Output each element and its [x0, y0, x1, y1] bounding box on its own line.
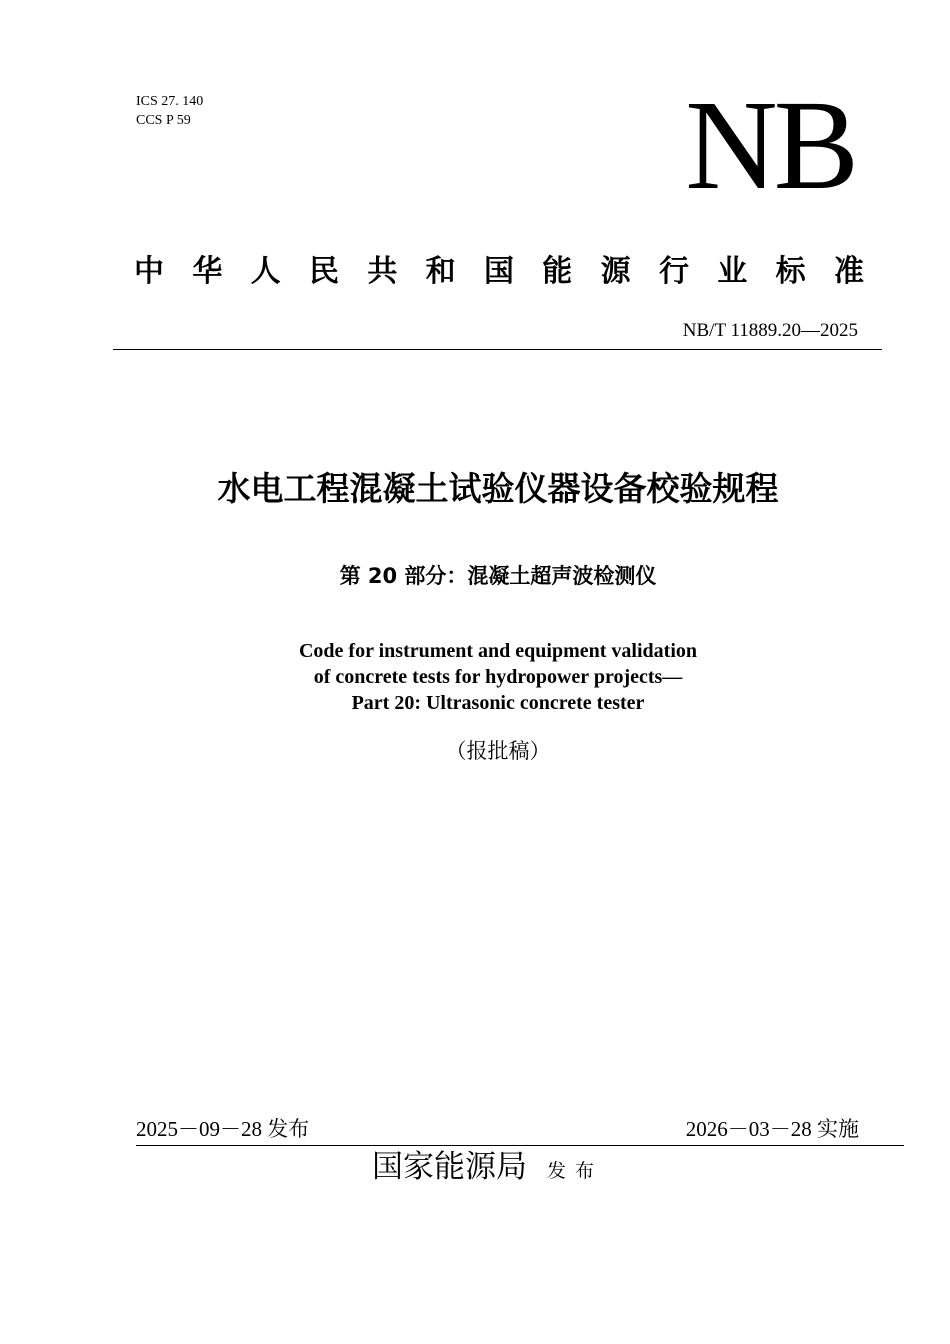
standard-type-char: 共: [367, 254, 398, 289]
part-title-chinese: 第 20 部分：混凝土超声波检测仪: [339, 564, 657, 588]
standard-type-char: 标: [775, 254, 806, 289]
standard-type-char: 准: [833, 254, 864, 289]
classification-codes: [136, 92, 203, 130]
english-title-line: Code for instrument and equipment validation: [298, 640, 697, 662]
document-title-chinese: 水电工程混凝土试验仪器设备校验规程: [217, 469, 779, 508]
implementation-date: 2026－03－28: [685, 1117, 812, 1141]
standard-type-char: 能: [542, 254, 573, 289]
publish-label: 发布: [547, 1160, 604, 1182]
nb-logo: NB: [685, 74, 855, 216]
implementation-date-block: [686, 1114, 859, 1144]
header-divider: [113, 349, 882, 350]
publisher-block: [372, 1144, 603, 1194]
document-title-english: [0, 638, 950, 716]
standard-type-char: 和: [425, 254, 456, 289]
standard-type-char: 华: [192, 254, 223, 289]
draft-status: （报批稿）: [445, 739, 551, 763]
english-title-line: of concrete tests for hydropower projects—: [313, 666, 683, 688]
standard-type-char: 人: [250, 254, 281, 289]
issue-date-block: [136, 1114, 309, 1144]
standard-type-char: 中: [134, 254, 164, 289]
standard-type-char: 业: [717, 254, 748, 289]
standard-number: NB/T 11889.20—2025: [682, 320, 858, 341]
standard-type-heading: [134, 250, 864, 294]
issue-date: 2025－09－28: [136, 1117, 262, 1141]
standard-type-char: 行: [658, 254, 689, 289]
standard-type-char: 民: [308, 254, 339, 289]
implementation-label: 实施: [817, 1117, 859, 1141]
standard-type-char: 国: [483, 254, 514, 289]
english-title-line: Part 20: Ultrasonic concrete tester: [351, 692, 645, 714]
ics-code: ICS 27. 140: [136, 94, 204, 109]
standard-type-char: 源: [600, 254, 631, 289]
publisher-name: 国家能源局: [372, 1149, 527, 1185]
issue-label: 发布: [267, 1117, 310, 1141]
ccs-code: CCS P 59: [136, 113, 191, 128]
